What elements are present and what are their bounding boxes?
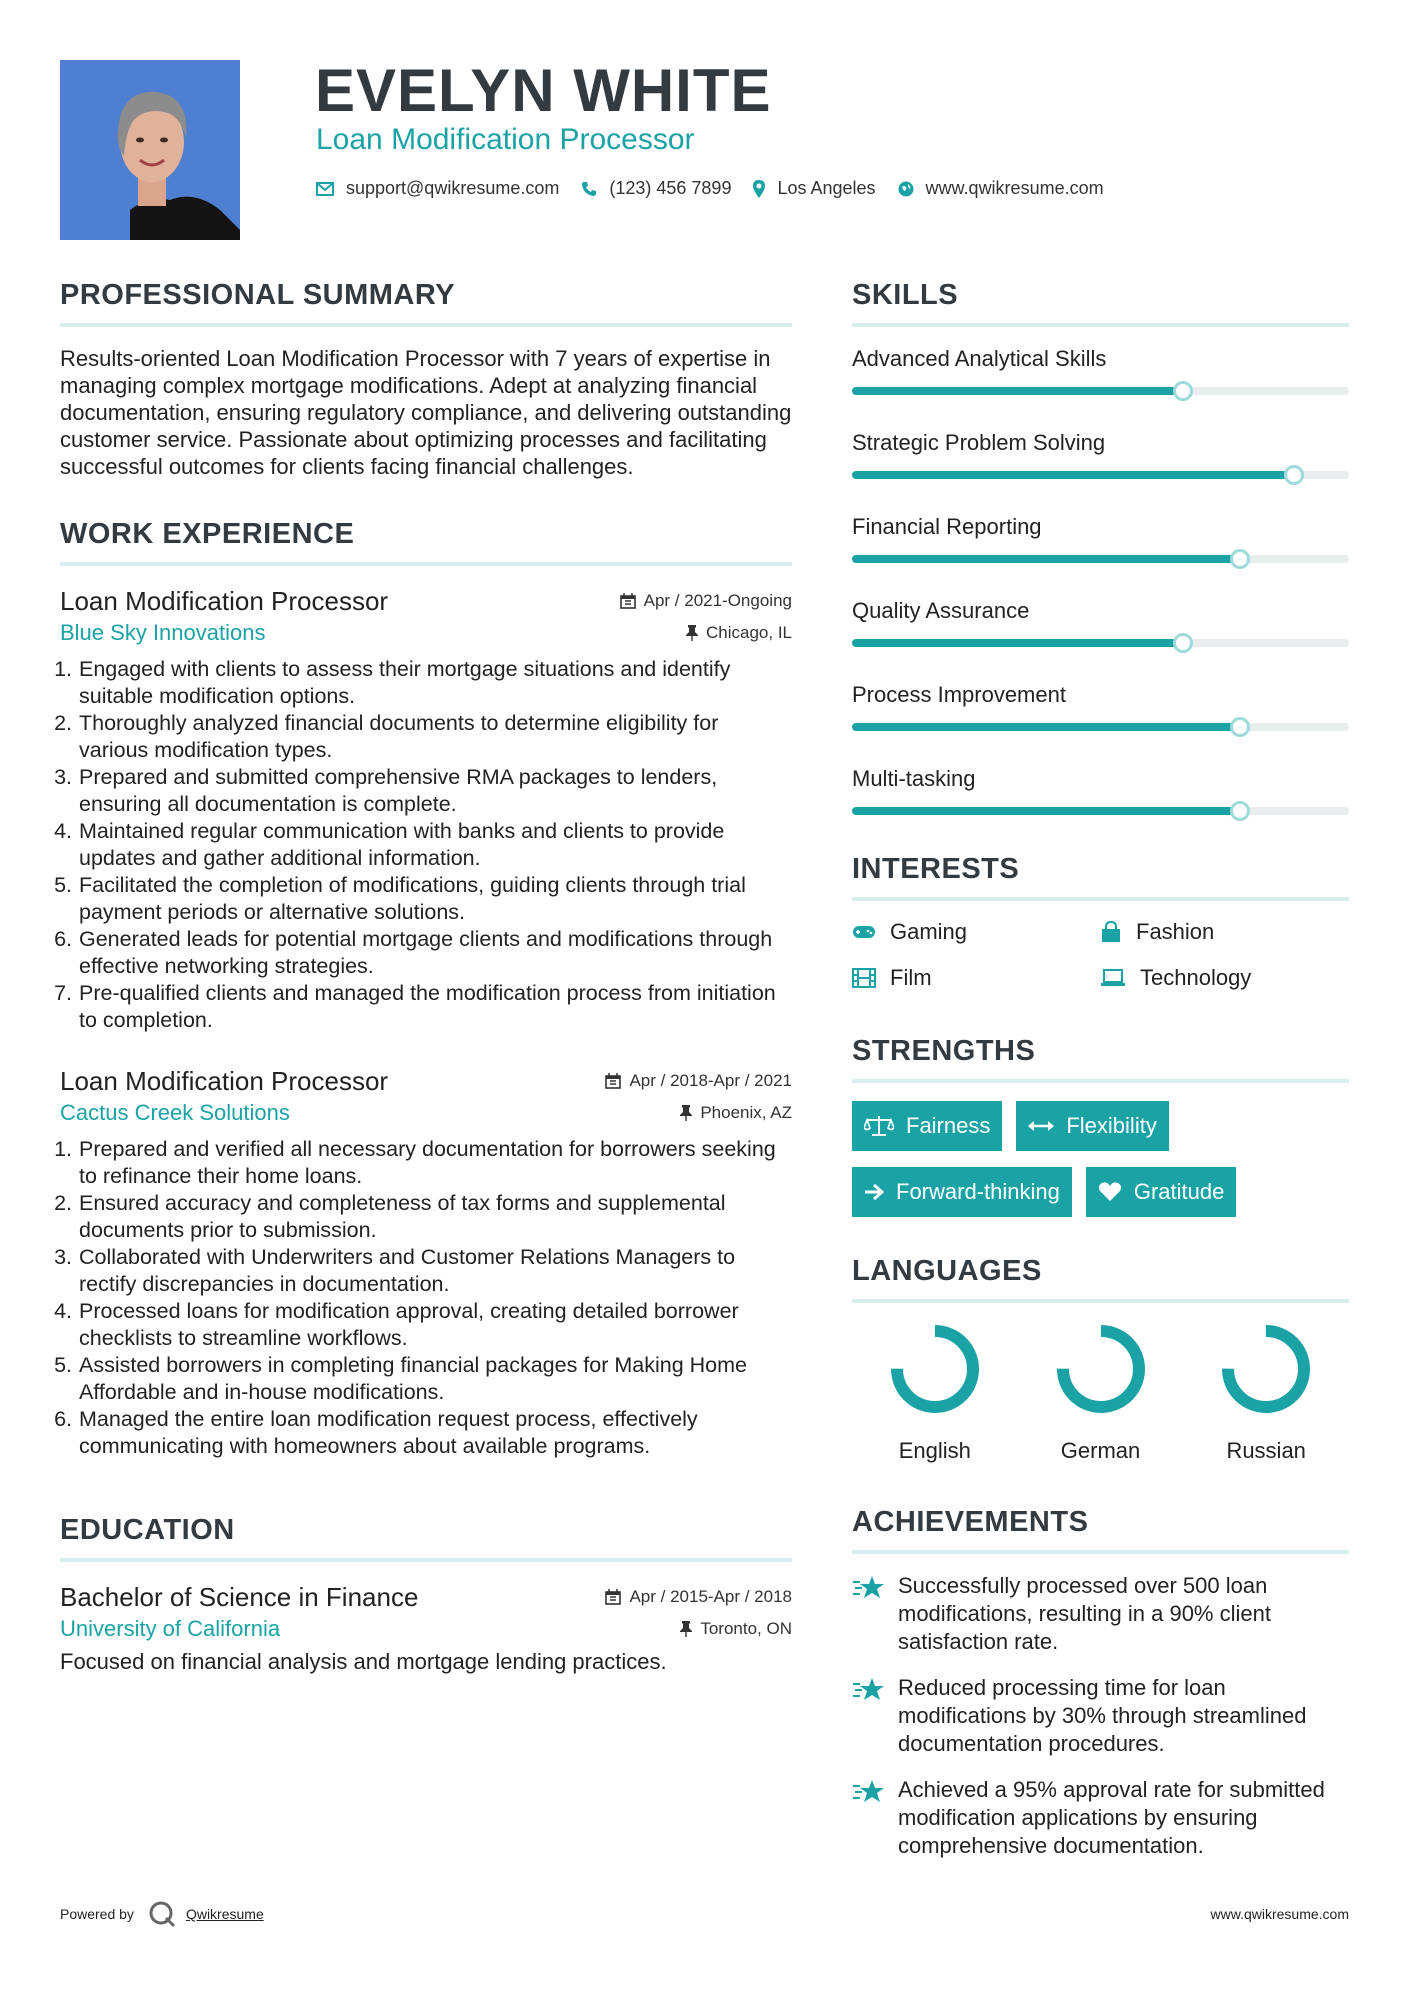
footer-powered-by: Powered by Qwikresume bbox=[60, 1900, 264, 1928]
skill-item bbox=[852, 681, 1349, 731]
list-item: 3. Collaborated with Underwriters and Customer Relations Managers to rectify discrepancies in documentation. bbox=[78, 1244, 792, 1298]
arrow-right-icon bbox=[864, 1183, 884, 1201]
list-item: 6. Generated leads for potential mortgage clients and modifications through effective networking strategies. bbox=[78, 926, 792, 980]
skill-level-fill bbox=[852, 639, 1183, 647]
job-responsibilities bbox=[60, 1136, 792, 1460]
education-description: Focused on financial analysis and mortgage lending practices. bbox=[60, 1649, 667, 1674]
skill-item bbox=[852, 513, 1349, 563]
candidate-title: Loan Modification Processor bbox=[316, 123, 695, 156]
contact-location bbox=[753, 178, 875, 199]
list-item: 2. Ensured accuracy and completeness of tax forms and supplemental documents prior to submission. bbox=[78, 1190, 792, 1244]
phone-icon bbox=[581, 181, 597, 197]
school-name: University of California bbox=[60, 1616, 281, 1641]
education-location: Toronto, ON bbox=[680, 1619, 792, 1639]
pin-icon bbox=[680, 1105, 692, 1121]
star-icon bbox=[852, 1676, 886, 1704]
website-text: www.qwikresume.com bbox=[925, 178, 1104, 198]
skill-level-bar bbox=[852, 723, 1349, 731]
interests-list bbox=[852, 919, 1349, 991]
list-item: 7. Pre-qualified clients and managed the modification process from initiation to completion. bbox=[78, 980, 792, 1034]
location-text: Los Angeles bbox=[777, 178, 876, 198]
profile-photo bbox=[60, 60, 240, 240]
skill-item bbox=[852, 345, 1349, 395]
language-name: Russian bbox=[1226, 1438, 1306, 1463]
skill-name: Quality Assurance bbox=[852, 598, 1030, 623]
achievements-heading: ACHIEVEMENTS bbox=[852, 1502, 1349, 1554]
calendar-icon bbox=[605, 1589, 621, 1605]
interests-heading: INTERESTS bbox=[852, 849, 1349, 901]
skill-level-knob bbox=[1230, 549, 1250, 569]
company-name: Blue Sky Innovations bbox=[60, 620, 266, 645]
map-marker-icon bbox=[753, 180, 765, 198]
shopping-bag-icon bbox=[1100, 921, 1122, 943]
skill-name: Multi-tasking bbox=[852, 766, 976, 791]
envelope-icon bbox=[316, 182, 334, 196]
language-name: English bbox=[898, 1438, 971, 1463]
summary-heading: PROFESSIONAL SUMMARY bbox=[60, 275, 792, 327]
footer-website[interactable]: www.qwikresume.com bbox=[1210, 1906, 1349, 1922]
education-dates: Apr / 2015-Apr / 2018 bbox=[605, 1587, 792, 1607]
language-item bbox=[1183, 1321, 1349, 1464]
skill-level-bar bbox=[852, 639, 1349, 647]
strengths-heading: STRENGTHS bbox=[852, 1031, 1349, 1083]
list-item: 1. Engaged with clients to assess their mortgage situations and identify suitable modification options. bbox=[78, 656, 792, 710]
skill-item bbox=[852, 765, 1349, 815]
film-icon bbox=[852, 968, 876, 988]
achievement-item: Successfully processed over 500 loan modifications, resulting in a 90% client satisfaction rate. bbox=[852, 1572, 1349, 1656]
summary-text: Results-oriented Loan Modification Processor with 7 years of expertise in managing complex mortgage modifications. Adept at analyzing financial documentation, ensuring regulatory compliance, and delivering outstanding customer service. Passionate about optimizing processes and facilitating successful outcomes for clients facing financial challenges. bbox=[60, 346, 792, 479]
strength-badge: Forward-thinking bbox=[852, 1167, 1072, 1217]
education-heading: EDUCATION bbox=[60, 1510, 792, 1562]
left-column bbox=[60, 275, 792, 1675]
contact-website[interactable] bbox=[898, 178, 1104, 199]
achievement-item: Achieved a 95% approval rate for submitted modification applications by ensuring comprehensive documentation. bbox=[852, 1776, 1349, 1860]
contact-bar bbox=[316, 178, 1126, 199]
skill-name: Financial Reporting bbox=[852, 514, 1042, 539]
languages-list bbox=[852, 1321, 1349, 1464]
globe-icon bbox=[898, 181, 914, 197]
calendar-icon bbox=[620, 593, 636, 609]
languages-heading: LANGUAGES bbox=[852, 1251, 1349, 1303]
list-item: 4. Maintained regular communication with banks and clients to provide updates and gather additional information. bbox=[78, 818, 792, 872]
skill-item bbox=[852, 597, 1349, 647]
interest-item: Gaming bbox=[852, 919, 1100, 945]
job-responsibilities bbox=[60, 656, 792, 1034]
list-item: 6. Managed the entire loan modification request process, effectively communicating with homeowners about available programs. bbox=[78, 1406, 792, 1460]
contact-phone[interactable] bbox=[581, 178, 731, 199]
achievement-item: Reduced processing time for loan modifications by 30% through streamlined documentation procedures. bbox=[852, 1674, 1349, 1758]
email-text: support@qwikresume.com bbox=[346, 178, 560, 198]
skill-level-knob bbox=[1173, 633, 1193, 653]
strength-badge: Fairness bbox=[852, 1101, 1002, 1151]
list-item: 2. Thoroughly analyzed financial documents to determine eligibility for various modification types. bbox=[78, 710, 792, 764]
right-column bbox=[852, 275, 1349, 1878]
footer-brand-link[interactable]: Qwikresume bbox=[185, 1906, 264, 1922]
education-entry bbox=[60, 1580, 792, 1675]
skill-level-bar bbox=[852, 555, 1349, 563]
skills-list bbox=[852, 345, 1349, 815]
job-title: Loan Modification Processor bbox=[60, 1066, 389, 1096]
achievements-list bbox=[852, 1572, 1349, 1860]
qwikresume-logo-icon bbox=[148, 1900, 176, 1928]
job-entry-1 bbox=[60, 584, 792, 1034]
skill-level-fill bbox=[852, 723, 1240, 731]
job-dates: Apr / 2018-Apr / 2021 bbox=[605, 1071, 792, 1091]
star-icon bbox=[852, 1778, 886, 1806]
skill-item bbox=[852, 429, 1349, 479]
degree-title: Bachelor of Science in Finance bbox=[60, 1582, 419, 1612]
language-item bbox=[852, 1321, 1018, 1464]
phone-text: (123) 456 7899 bbox=[609, 178, 732, 198]
balance-scale-icon bbox=[864, 1115, 894, 1137]
arrows-horizontal-icon bbox=[1028, 1119, 1054, 1133]
skill-level-bar bbox=[852, 471, 1349, 479]
skill-level-fill bbox=[852, 807, 1240, 815]
language-level-ring bbox=[1218, 1321, 1314, 1417]
heart-icon bbox=[1098, 1182, 1122, 1202]
strength-badge: Gratitude bbox=[1086, 1167, 1237, 1217]
pin-icon bbox=[686, 625, 698, 641]
laptop-icon bbox=[1100, 969, 1126, 987]
skill-name: Advanced Analytical Skills bbox=[852, 346, 1107, 371]
language-level-ring bbox=[1053, 1321, 1149, 1417]
candidate-name: EVELYN WHITE bbox=[315, 57, 772, 124]
job-location: Chicago, IL bbox=[686, 623, 792, 643]
list-item: 5. Facilitated the completion of modifications, guiding clients through trial payment periods or alternative solutions. bbox=[78, 872, 792, 926]
strengths-list bbox=[852, 1101, 1349, 1217]
skill-name: Process Improvement bbox=[852, 682, 1066, 707]
company-name: Cactus Creek Solutions bbox=[60, 1100, 290, 1125]
skills-heading: SKILLS bbox=[852, 275, 1349, 327]
language-name: German bbox=[1060, 1438, 1141, 1463]
calendar-icon bbox=[605, 1073, 621, 1089]
star-icon bbox=[852, 1574, 886, 1602]
job-location: Phoenix, AZ bbox=[680, 1103, 792, 1123]
job-entry-2 bbox=[60, 1064, 792, 1460]
strength-badge: Flexibility bbox=[1016, 1101, 1168, 1151]
skill-level-knob bbox=[1284, 465, 1304, 485]
skill-name: Strategic Problem Solving bbox=[852, 430, 1106, 455]
skill-level-fill bbox=[852, 471, 1294, 479]
language-level-ring bbox=[887, 1321, 983, 1417]
experience-heading: WORK EXPERIENCE bbox=[60, 514, 792, 566]
job-title: Loan Modification Processor bbox=[60, 586, 389, 616]
contact-email[interactable] bbox=[316, 178, 559, 199]
list-item: 5. Assisted borrowers in completing financial packages for Making Home Affordable and in-house modifications. bbox=[78, 1352, 792, 1406]
skill-level-fill bbox=[852, 387, 1183, 395]
skill-level-knob bbox=[1173, 381, 1193, 401]
language-item bbox=[1018, 1321, 1184, 1464]
gamepad-icon bbox=[852, 924, 876, 940]
skill-level-knob bbox=[1230, 717, 1250, 737]
skill-level-bar bbox=[852, 807, 1349, 815]
skill-level-knob bbox=[1230, 801, 1250, 821]
job-dates: Apr / 2021-Ongoing bbox=[620, 591, 792, 611]
list-item: 3. Prepared and submitted comprehensive RMA packages to lenders, ensuring all documentation is complete. bbox=[78, 764, 792, 818]
interest-item: Fashion bbox=[1100, 919, 1348, 945]
list-item: 4. Processed loans for modification approval, creating detailed borrower checklists to streamline workflows. bbox=[78, 1298, 792, 1352]
pin-icon bbox=[680, 1621, 692, 1637]
interest-item: Technology bbox=[1100, 965, 1348, 991]
list-item: 1. Prepared and verified all necessary documentation for borrowers seeking to refinance their home loans. bbox=[78, 1136, 792, 1190]
skill-level-bar bbox=[852, 387, 1349, 395]
skill-level-fill bbox=[852, 555, 1240, 563]
interest-item: Film bbox=[852, 965, 1100, 991]
